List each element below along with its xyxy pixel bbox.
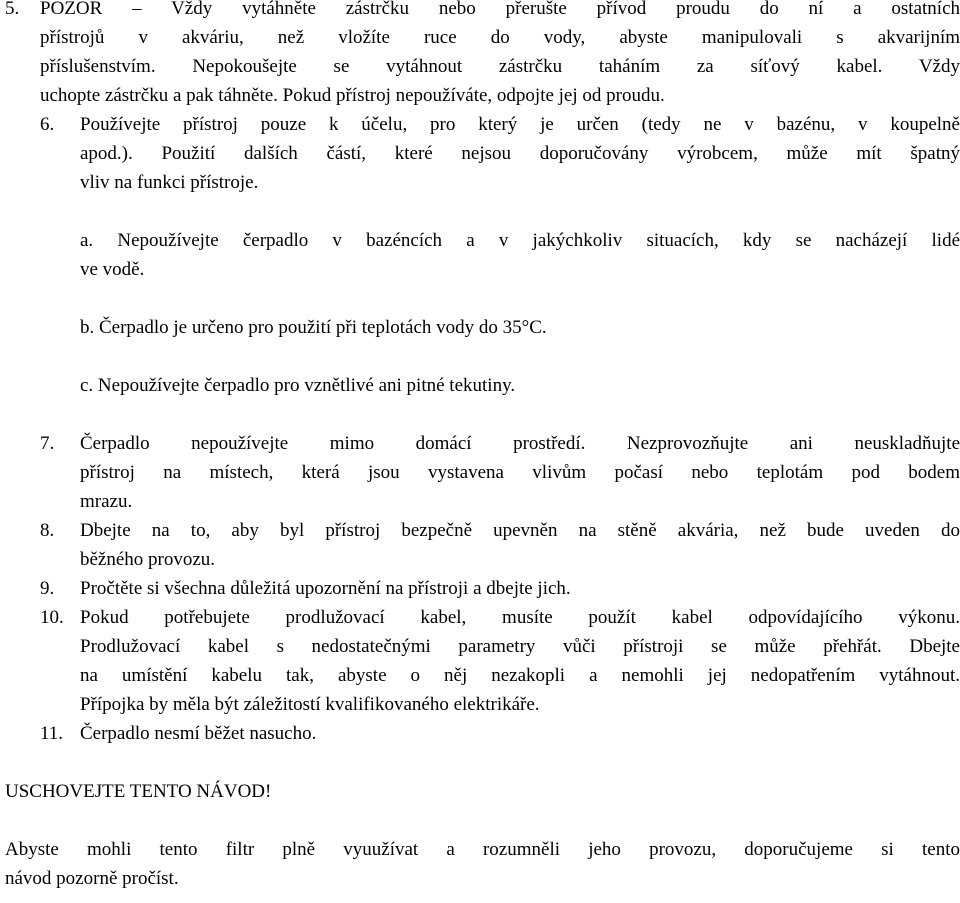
list-item-text-line: mrazu. — [80, 491, 133, 512]
list-item-number: 7. — [40, 433, 55, 454]
list-item-6-line-3 — [80, 168, 258, 197]
keep-manual-heading: USCHOVEJTE TENTO NÁVOD! — [5, 781, 272, 802]
list-item-text-line: Přípojka by měla být záležitostí kvalifikovaného elektrikáře. — [80, 694, 540, 715]
closing-text-line: Abyste mohli tento filtr plně vyuužívat a rozumněli jeho provozu, doporučujeme si tento — [5, 839, 960, 860]
list-item-text-line: Čerpadlo nepoužívejte mimo domácí prostředí. Nezprovozňujte ani neuskladňujte — [80, 433, 960, 454]
list-item-text-line: přístroj na místech, která jsou vystavena vlivům počasí nebo teplotám pod bodem — [80, 462, 960, 483]
list-item-number: 8. — [40, 520, 55, 541]
sub-item-text-line: b. Čerpadlo je určeno pro použití při teplotách vody do 35°C. — [80, 317, 547, 338]
closing-line-2 — [5, 864, 179, 893]
list-item-text-line: uchopte zástrčku a pak táhněte. Pokud přístroj nepoužíváte, odpojte jej od proudu. — [40, 85, 665, 106]
list-item-number: 6. — [40, 114, 55, 135]
list-item-8-line-2 — [80, 545, 215, 574]
list-item-6-number-row — [40, 110, 960, 139]
list-item-text-line: POZOR – Vždy vytáhněte zástrčku nebo přerušte přívod proudu do ní a ostatních — [40, 0, 960, 19]
list-item-5-line-4 — [40, 81, 665, 110]
list-item-8-number-row — [40, 516, 960, 545]
list-item-number: 5. — [5, 0, 20, 19]
sub-item-text-line: a. Nepoužívejte čerpadlo v bazéncích a v jakýchkoliv situacích, kdy se nacházejí lidé — [80, 230, 960, 251]
list-item-text-line: běžného provozu. — [80, 549, 216, 570]
list-item-text-line: apod.). Použití dalších částí, které nejsou doporučovány výrobcem, může mít špatný — [80, 143, 960, 164]
list-item-number: 10. — [40, 607, 64, 628]
sub-item-text-line: ve vodě. — [80, 259, 145, 280]
list-item-6-line-2 — [80, 139, 960, 168]
list-item-text-line: příslušenstvím. Nepokoušejte se vytáhnout zástrčku taháním za síťový kabel. Vždy — [40, 56, 960, 77]
list-item-7-number-row — [40, 429, 960, 458]
list-item-text-line: Prodlužovací kabel s nedostatečnými parametry vůči přístroji se může přehřát. Dbejte — [80, 636, 960, 657]
list-item-10-line-2 — [80, 632, 960, 661]
list-item-text-line: Pokud potřebujete prodlužovací kabel, musíte použít kabel odpovídajícího výkonu. — [80, 607, 960, 628]
list-item-text-line: Pročtěte si všechna důležitá upozornění na přístroji a dbejte jich. — [80, 578, 571, 599]
closing-text-line: návod pozorně pročíst. — [5, 868, 179, 889]
list-item-number: 9. — [40, 578, 55, 599]
list-item-text-line: na umístění kabelu tak, abyste o něj nezakopli a nemohli jej nedopatřením vytáhnout. — [80, 665, 960, 686]
list-item-7-line-2 — [80, 458, 960, 487]
list-item-10-line-3 — [80, 661, 960, 690]
list-item-text-line: vliv na funkci přístroje. — [80, 172, 259, 193]
list-item-text-line: Používejte přístroj pouze k účelu, pro který je určen (tedy ne v bazénu, v koupelně — [80, 114, 960, 135]
list-item-10-line-4 — [80, 690, 540, 719]
list-item-text-line: Čerpadlo nesmí běžet nasucho. — [80, 723, 317, 744]
list-item-11-number-row — [40, 719, 316, 748]
sub-item-a-line-1 — [80, 226, 960, 255]
list-item-10-number-row — [40, 603, 960, 632]
sub-item-c — [80, 371, 515, 400]
list-item-text-line: Dbejte na to, aby byl přístroj bezpečně upevněn na stěně akvária, než bude uveden do — [80, 520, 960, 541]
list-item-7-line-3 — [80, 487, 132, 516]
sub-item-text-line: c. Nepoužívejte čerpadlo pro vznětlivé ani pitné tekutiny. — [80, 375, 516, 396]
sub-item-b — [80, 313, 547, 342]
list-item-number: 11. — [40, 723, 64, 744]
sub-item-a-line-2 — [80, 255, 144, 284]
list-item-5-number-row — [5, 0, 960, 23]
list-item-9-number-row — [40, 574, 571, 603]
list-item-5-line-3 — [40, 52, 960, 81]
list-item-text-line: přístrojů v akváriu, než vložíte ruce do vody, abyste manipulovali s akvarijním — [40, 27, 960, 48]
list-item-5-line-2 — [40, 23, 960, 52]
closing-line-1 — [5, 835, 960, 864]
